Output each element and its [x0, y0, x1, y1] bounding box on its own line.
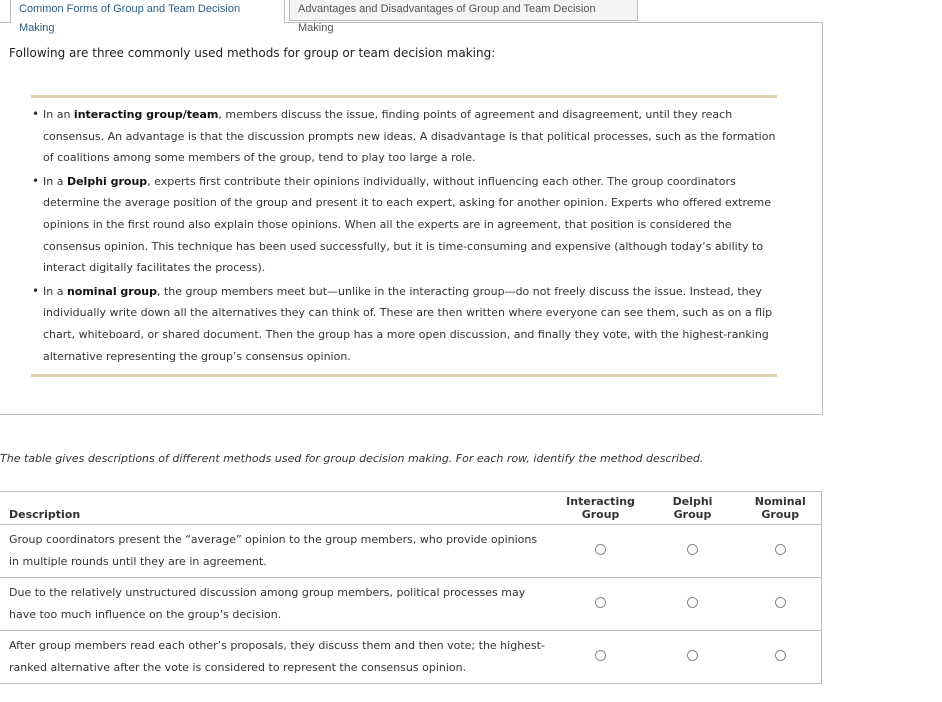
- table-row: [0, 631, 822, 684]
- radio-nominal-row-3[interactable]: [775, 650, 786, 661]
- radio-interacting-row-1[interactable]: [595, 544, 606, 555]
- methods-list: [31, 98, 777, 367]
- tab-bar: [0, 0, 823, 34]
- radio-delphi-row-3[interactable]: [687, 650, 698, 661]
- row-description: Group coordinators present the “average” opinion to the group members, who provide opinions in multiple rounds until they are in agreement.: [9, 533, 538, 568]
- bullet-term: Delphi group: [66, 174, 148, 188]
- question-prompt: The table gives descriptions of different methods used for group decision making. For each row, identify the method described.: [0, 452, 704, 465]
- radio-cell: [740, 578, 822, 631]
- tab-advantages-disadvantages[interactable]: Advantages and Disadvantages of Group and Team Decision Making: [289, 0, 638, 21]
- question-table: [0, 491, 822, 684]
- description-header: Description: [9, 508, 81, 521]
- content-panel: [0, 22, 823, 415]
- option-header-line: Nominal: [754, 495, 806, 508]
- table-header-row: [0, 492, 822, 525]
- table-row: [0, 578, 822, 631]
- bullet-pre: In a: [43, 284, 67, 298]
- radio-nominal-row-2[interactable]: [775, 597, 786, 608]
- option-header-line: Interacting: [566, 495, 635, 508]
- radio-delphi-row-1[interactable]: [687, 544, 698, 555]
- radio-cell: [646, 631, 740, 684]
- bullet-text: , the group members meet but—unlike in the interacting group—do not freely discuss the issue. Instead, they individually write down all the alternatives they can think of. These are then written where everyone can see them, such as on a flip chart, whiteboard, or shared document. Then the group has a more open discussion, and finally they vote, with the highest-ranking alternative representing the group’s consensus opinion.: [43, 284, 773, 363]
- option-header-line: Group: [761, 508, 800, 521]
- option-header-line: Group: [581, 508, 620, 521]
- option-header-line: Delphi: [672, 495, 713, 508]
- radio-interacting-row-2[interactable]: [595, 597, 606, 608]
- radio-cell: [556, 525, 646, 578]
- bullet-text: , members discuss the issue, finding points of agreement and disagreement, until they reach consensus. An advantage is that the discussion prompts new ideas. A disadvantage is that political processes, such as the formation of coalitions among some members of the group, tend to play too large a role.: [43, 108, 776, 165]
- radio-nominal-row-1[interactable]: [775, 544, 786, 555]
- row-description: Due to the relatively unstructured discussion among group members, political processes may have too much influence on the group’s decision.: [9, 586, 526, 621]
- radio-cell: [740, 631, 822, 684]
- methods-list-box: [31, 95, 777, 377]
- row-description: After group members read each other’s proposals, they discuss them and then vote; the highest-ranked alternative after the vote is considered to represent the consensus opinion.: [9, 639, 545, 674]
- bullet-text: , experts first contribute their opinions individually, without influencing each other. The group coordinators determine the average position of the group and present it to each expert, asking for another opinion. Experts who offered extreme opinions in the first round also explain those opinions. When all the experts are in agreement, that position is considered the consensus opinion. This technique has been used successfully, but it is time-consuming and expensive (although today’s ability to interact digitally facilitates the process).: [43, 174, 771, 275]
- radio-cell: [646, 578, 740, 631]
- bullet-pre: In an: [43, 108, 74, 121]
- radio-cell: [556, 578, 646, 631]
- list-item-interacting-group: [43, 104, 777, 169]
- bullet-term: nominal group: [66, 284, 157, 298]
- radio-cell: [646, 525, 740, 578]
- list-item-delphi-group: [43, 171, 777, 280]
- radio-cell: [556, 631, 646, 684]
- option-header-line: Group: [673, 508, 712, 521]
- bullet-term: interacting group/team: [73, 108, 219, 121]
- option-header-nominal: [740, 492, 822, 525]
- list-item-nominal-group: [43, 281, 777, 368]
- bullet-pre: In a: [43, 174, 67, 188]
- option-header-delphi: [646, 492, 740, 525]
- table-row: [0, 525, 822, 578]
- radio-interacting-row-3[interactable]: [595, 650, 606, 661]
- tab-common-forms[interactable]: Common Forms of Group and Team Decision Making: [10, 0, 285, 23]
- radio-delphi-row-2[interactable]: [687, 597, 698, 608]
- option-header-interacting: [556, 492, 646, 525]
- intro-text: Following are three commonly used methods for group or team decision making:: [9, 46, 496, 60]
- radio-cell: [740, 525, 822, 578]
